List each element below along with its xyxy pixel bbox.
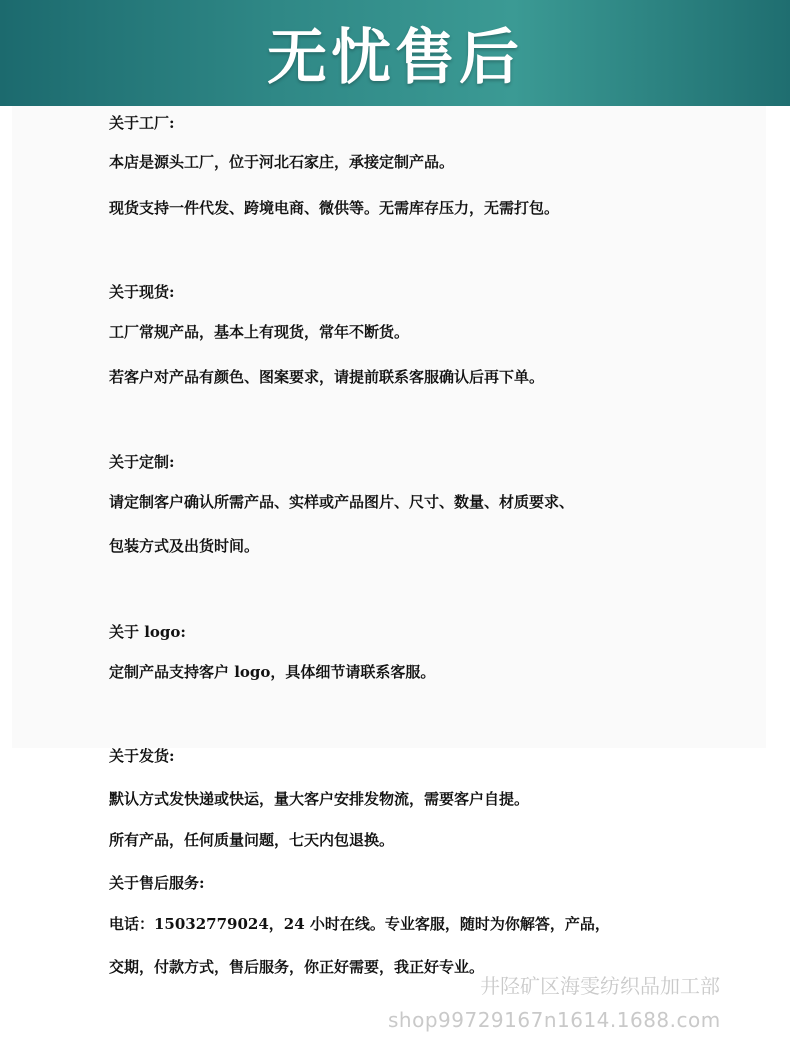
shop-url-watermark: shop99729167n1614.1688.com xyxy=(388,1008,721,1032)
stock-line-1: 工厂常规产品，基本上有现货，常年不断货。 xyxy=(109,323,410,341)
stock-heading: 关于现货: xyxy=(109,283,175,301)
aftersales-line-1: 电话：15032779024，24 小时在线。专业客服，随时为你解答，产品， xyxy=(109,915,610,933)
custom-line-2: 包装方式及出货时间。 xyxy=(109,537,260,555)
factory-line-2: 现货支持一件代发、跨境电商、微供等。无需库存压力，无需打包。 xyxy=(109,199,560,217)
factory-line-1: 本店是源头工厂，位于河北石家庄，承接定制产品。 xyxy=(109,153,455,171)
custom-line-1: 请定制客户确认所需产品、实样或产品图片、尺寸、数量、材质要求、 xyxy=(109,493,575,511)
logo-line-1: 定制产品支持客户 logo，具体细节请联系客服。 xyxy=(109,663,436,681)
shipping-line-2: 所有产品，任何质量问题，七天内包退换。 xyxy=(109,831,395,849)
aftersales-heading: 关于售后服务: xyxy=(109,874,205,892)
factory-heading: 关于工厂: xyxy=(109,114,175,132)
stock-line-2: 若客户对产品有颜色、图案要求，请提前联系客服确认后再下单。 xyxy=(109,368,545,386)
header-banner xyxy=(0,0,790,106)
shop-name-watermark: 井陉矿区海雯纺织品加工部 xyxy=(480,974,720,998)
page-title: 无忧售后 xyxy=(267,23,523,93)
logo-heading: 关于 logo: xyxy=(109,623,186,641)
custom-heading: 关于定制: xyxy=(109,453,175,471)
shipping-heading: 关于发货: xyxy=(109,747,175,765)
shipping-line-1: 默认方式发快递或快运，量大客户安排发物流，需要客户自提。 xyxy=(109,790,530,808)
aftersales-line-2: 交期，付款方式，售后服务，你正好需要，我正好专业。 xyxy=(109,958,485,976)
